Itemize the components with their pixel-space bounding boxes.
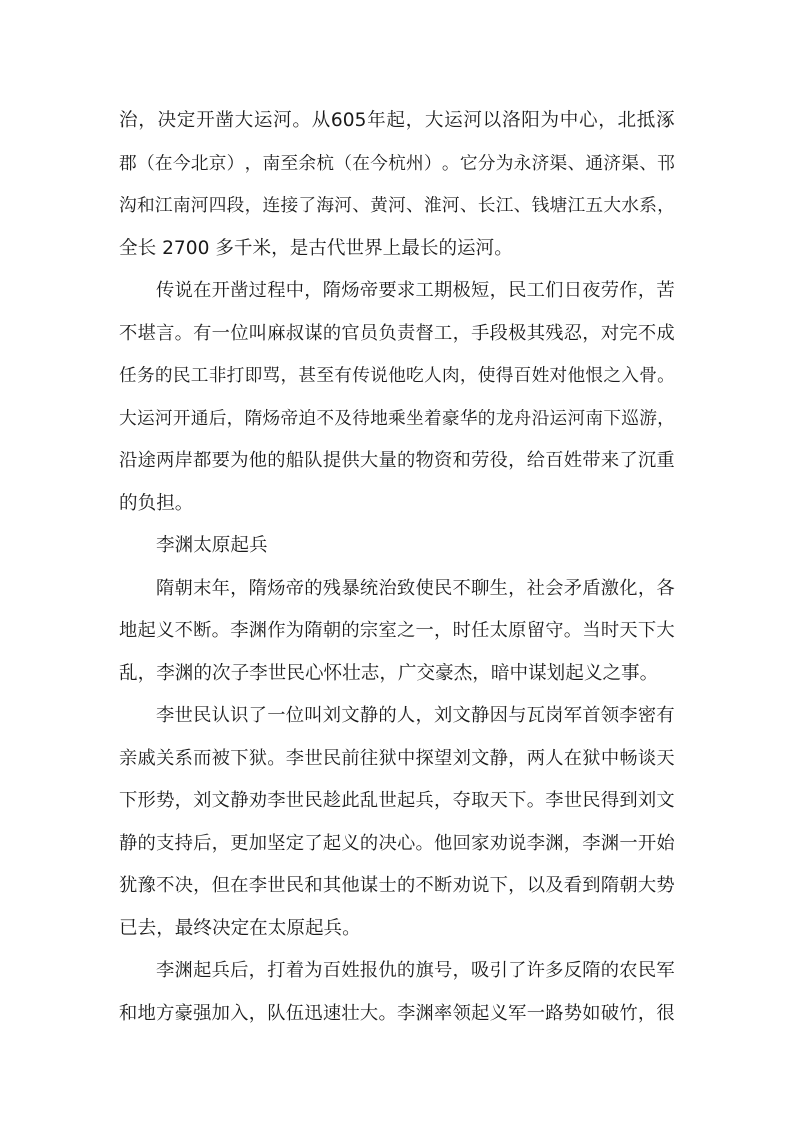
text-line: 不 堪 言 。 有 一 位 叫 麻 叔 谋 的 官 员 负 责 督 工 ， 手 段 极 其 残 忍 ， 对 完 不 成 xyxy=(119,322,675,344)
text-line: 亲 戚 关 系 而 被 下 狱 。 李 世 民 前 往 狱 中 探 望 刘 文 静 ， 两 人 在 狱 中 畅 谈 天 xyxy=(119,747,675,769)
text-line: 的负担。 xyxy=(119,492,194,514)
text-line: 和 地 方 豪 强 加 入 ， 队 伍 迅 速 壮 大 。 李 渊 率 领 起 义 军 一 路 势 如 破 竹 ， 很 xyxy=(119,1002,675,1024)
text-line: 下 形 势 ， 刘 文 静 劝 李 世 民 趁 此 乱 世 起 兵 ， 夺 取 天 下 。 李 世 民 得 到 刘 文 xyxy=(119,790,675,811)
text-line: 犹 豫 不 决 ， 但 在 李 世 民 和 其 他 谋 士 的 不 断 劝 说 下 ， 以 及 看 到 隋 朝 大 势 xyxy=(119,875,675,896)
body-text xyxy=(119,100,675,1035)
text-line: 沿 途 两 岸 都 要 为 他 的 船 队 提 供 大 量 的 物 资 和 劳 役 ， 给 百 姓 带 来 了 沉 重 xyxy=(119,450,675,471)
text-line: 已去，最终决定在太原起兵。 xyxy=(119,917,361,939)
text-line: 李 渊 起 兵 后 ， 打 着 为 百 姓 报 仇 的 旗 号 ， 吸 引 了 许 多 反 隋 的 农 民 军 xyxy=(156,960,675,981)
text-line: 传 说 在 开 凿 过 程 中 ， 隋 炀 帝 要 求 工 期 极 短 ， 民 工 们 日 夜 劳 作 ， 苦 xyxy=(156,280,675,301)
text-line: 沟 和 江 南 河 四 段 ， 连 接 了 海 河 、 黄 河 、 淮 河 、 长 江 、 钱 塘 江 五 大 水 系 ， xyxy=(119,196,675,216)
text-line: 李 世 民 认 识 了 一 位 叫 刘 文 静 的 人 ， 刘 文 静 因 与 瓦 岗 军 首 领 李 密 有 xyxy=(156,705,675,726)
text-line: 乱，李渊的次子李世民心怀壮志，广交豪杰，暗中谋划起义之事。 xyxy=(119,662,659,684)
text-line: 郡 （ 在 今 北 京 ） ， 南 至 余 杭 （ 在 今 杭 州 ） 。 它 分 为 永 济 渠 、 通 济 渠 、 邗 xyxy=(119,153,675,174)
text-line: 全长 2700 多千米，是古代世界上最长的运河。 xyxy=(119,237,513,259)
text-line: 李渊太原起兵 xyxy=(156,535,268,556)
text-line: 大 运 河 开 通 后 ， 隋 炀 帝 迫 不 及 待 地 乘 坐 着 豪 华 的 龙 舟 沿 运 河 南 下 巡 游 ， xyxy=(119,408,675,429)
text-line: 静 的 支 持 后 ， 更 加 坚 定 了 起 义 的 决 心 。 他 回 家 劝 说 李 渊 ， 李 渊 一 开 始 xyxy=(119,832,675,854)
text-line: 地 起 义 不 断 。 李 渊 作 为 隋 朝 的 宗 室 之 一 ， 时 任 太 原 留 守 。 当 时 天 下 大 xyxy=(119,620,675,641)
text-line: 治 ， 决 定 开 凿 大 运 河 。 从 605 年 起 ， 大 运 河 以 洛 阳 为 中 心 ， 北 抵 涿 xyxy=(119,110,675,131)
text-line: 隋 朝 末 年 ， 隋 炀 帝 的 残 暴 统 治 致 使 民 不 聊 生 ， 社 会 矛 盾 激 化 ， 各 xyxy=(156,577,675,599)
text-line: 任 务 的 民 工 非 打 即 骂 ， 甚 至 有 传 说 他 吃 人 肉 ， 使 得 百 姓 对 他 恨 之 入 骨 。 xyxy=(119,366,675,386)
